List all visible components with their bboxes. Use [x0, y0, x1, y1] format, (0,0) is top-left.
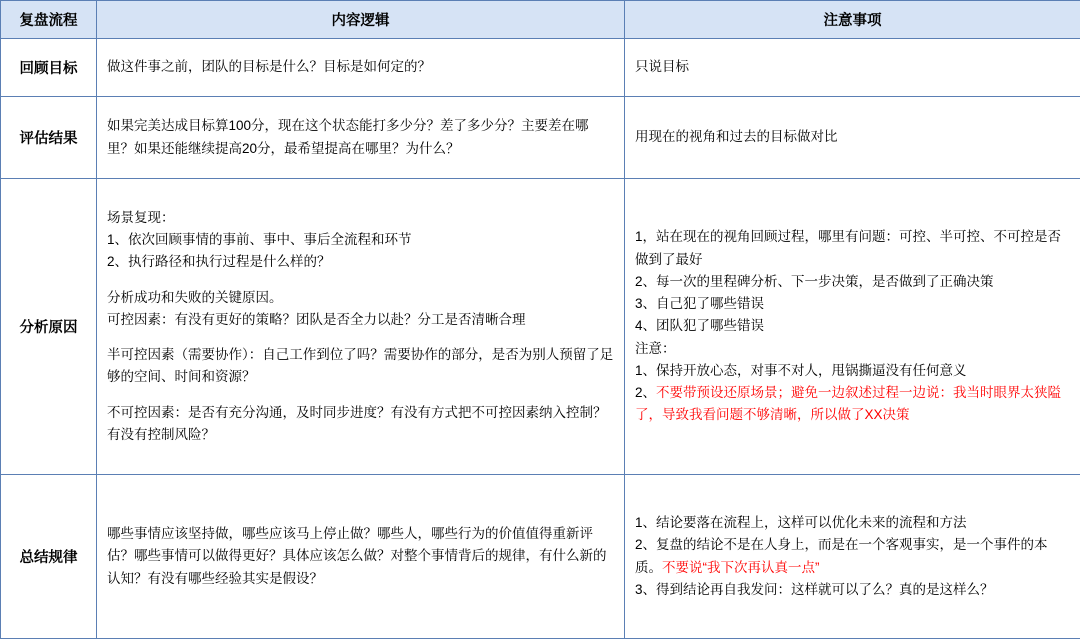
spacer [107, 389, 614, 402]
table-row [1, 475, 1080, 639]
stage-analyze-cause: 分析原因 [1, 179, 97, 475]
logic-line: 分析成功和失败的关键原因。 [107, 287, 614, 309]
table-row [1, 179, 1080, 475]
logic-summarize-rules [97, 475, 625, 639]
header-stage: 复盘流程 [1, 1, 97, 39]
notes-line: 用现在的视角和过去的目标做对比 [635, 126, 1070, 148]
logic-line: 哪些事情应该坚持做，哪些应该马上停止做？哪些人，哪些行为的价值值得重新评估？哪些事情可以做得更好？具体应该怎么做？对整个事情背后的规律，有什么新的认知？有没有哪些经验其实是假设？ [107, 523, 614, 590]
spacer [107, 331, 614, 344]
table-body [1, 39, 1080, 639]
header-logic: 内容逻辑 [97, 1, 625, 39]
notes-line-red-text: 不要说“我下次再认真一点” [662, 560, 820, 575]
notes-review-goal [625, 39, 1080, 97]
notes-evaluate-result [625, 97, 1080, 179]
logic-line: 可控因素：有没有更好的策略？团队是否全力以赴？分工是否清晰合理 [107, 309, 614, 331]
notes-line: 1、保持开放心态，对事不对人，甩锅撕逼没有任何意义 [635, 360, 1070, 382]
notes-caution-label: 注意： [635, 338, 1070, 360]
table-row [1, 39, 1080, 97]
logic-line: 不可控因素：是否有充分沟通，及时同步进度？有没有方式把不可控因素纳入控制？有没有控制风险？ [107, 402, 614, 447]
stage-evaluate-result: 评估结果 [1, 97, 97, 179]
notes-line: 1，站在现在的视角回顾过程，哪里有问题：可控、半可控、不可控是否做到了最好 [635, 226, 1070, 271]
logic-evaluate-result [97, 97, 625, 179]
notes-line-prefix: 2、 [635, 385, 656, 400]
logic-line: 如果完美达成目标算100分，现在这个状态能打多少分？差了多少分？主要差在哪里？如果还能继续提高20分，最希望提高在哪里？为什么？ [107, 115, 614, 160]
table-header [1, 1, 1080, 39]
notes-summarize-rules [625, 475, 1080, 639]
notes-line: 只说目标 [635, 56, 1070, 78]
header-notes: 注意事项 [625, 1, 1080, 39]
header-row [1, 1, 1080, 39]
notes-line: 3、得到结论再自我发问：这样就可以了么？真的是这样么？ [635, 579, 1070, 601]
table-row [1, 97, 1080, 179]
spacer [107, 274, 614, 287]
stage-summarize-rules: 总结规律 [1, 475, 97, 639]
notes-line-red-text: 不要带预设还原场景；避免一边叙述过程一边说：我当时眼界太狭隘了，导致我看问题不够清晰，所以做了XX决策 [635, 385, 1061, 422]
logic-line: 半可控因素（需要协作）：自己工作到位了吗？需要协作的部分，是否为别人预留了足够的空间、时间和资源？ [107, 344, 614, 389]
notes-analyze-cause [625, 179, 1080, 475]
logic-line: 1、依次回顾事情的事前、事中、事后全流程和环节 [107, 229, 614, 251]
logic-review-goal [97, 39, 625, 97]
logic-line: 2、执行路径和执行过程是什么样的？ [107, 251, 614, 273]
notes-line-black-text: 2、复盘的结论不是在人身上，而是在一个客观事实，是一个事件的本质。 [635, 537, 1048, 574]
notes-line-highlighted [635, 382, 1070, 427]
logic-line: 做这件事之前，团队的目标是什么？目标是如何定的？ [107, 56, 614, 78]
notes-line-highlighted [635, 534, 1070, 579]
logic-line: 场景复现： [107, 207, 614, 229]
notes-line: 3、自己犯了哪些错误 [635, 293, 1070, 315]
stage-review-goal: 回顾目标 [1, 39, 97, 97]
notes-line: 2、每一次的里程碑分析、下一步决策，是否做到了正确决策 [635, 271, 1070, 293]
notes-line: 4、团队犯了哪些错误 [635, 315, 1070, 337]
logic-analyze-cause [97, 179, 625, 475]
notes-line: 1、结论要落在流程上，这样可以优化未来的流程和方法 [635, 512, 1070, 534]
